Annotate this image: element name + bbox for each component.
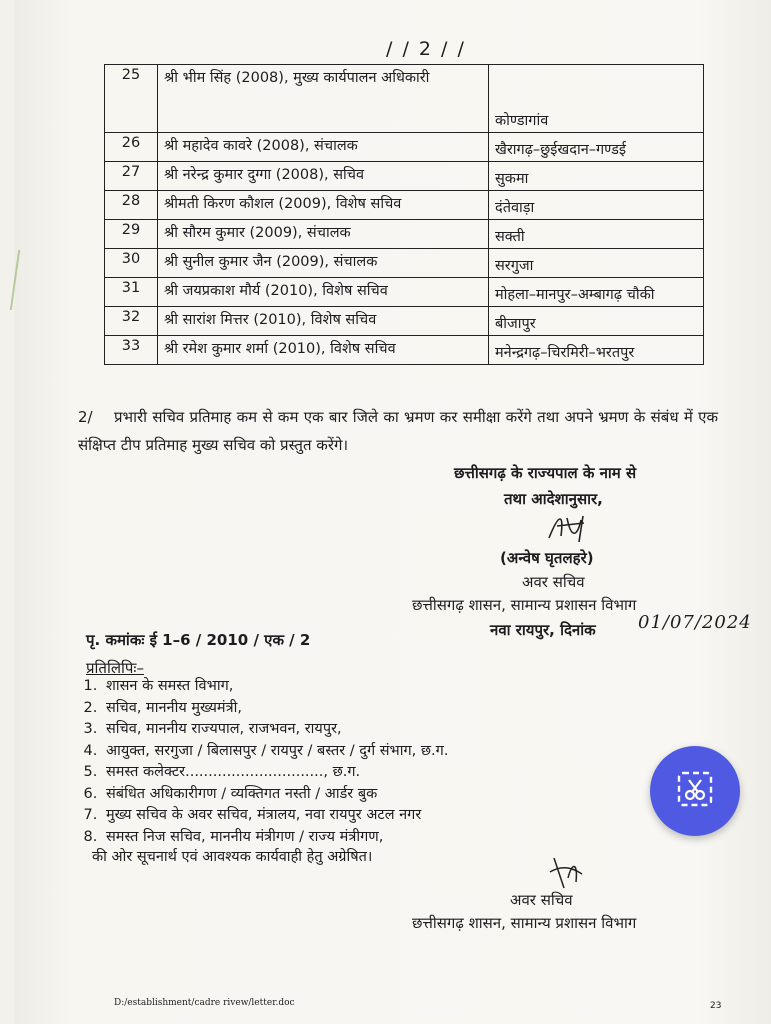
table-row <box>105 162 704 191</box>
signatory2-department: छत्तीसगढ़ शासन, सामान्य प्रशासन विभाग <box>412 914 637 932</box>
district-name: सरगुजा <box>489 249 704 278</box>
place-date-label: नवा रायपुर, दिनांक <box>490 621 596 639</box>
district-name: कोण्डागांव <box>489 65 704 133</box>
page-number: / / 2 / / <box>386 38 466 60</box>
secretary-district-table <box>104 64 704 365</box>
table-row <box>105 249 704 278</box>
paragraph-number: 2/ <box>78 408 93 426</box>
district-name: मनेन्द्रगढ़–चिरमिरी–भरतपुर <box>489 336 704 365</box>
screenshot-scissors-icon <box>673 767 717 815</box>
list-item: 7. मुख्य सचिव के अवर सचिव, मंत्रालय, नवा रायपुर अटल नगर <box>102 805 448 827</box>
signatory2-designation: अवर सचिव <box>510 891 573 909</box>
officer-name: श्री सारांश मित्तर (2010), विशेष सचिव <box>158 307 489 336</box>
screenshot-edit-button[interactable] <box>650 746 740 836</box>
district-name: बीजापुर <box>489 307 704 336</box>
district-name: दंतेवाड़ा <box>489 191 704 220</box>
list-item: 3. सचिव, माननीय राज्यपाल, राजभवन, रायपुर, <box>102 719 448 741</box>
footer-file-path: D:/establishment/cadre rivew/letter.doc <box>114 998 295 1008</box>
officer-name: श्री जयप्रकाश मौर्य (2010), विशेष सचिव <box>158 278 489 307</box>
row-number: 27 <box>105 162 158 191</box>
officer-name: श्री भीम सिंह (2008), मुख्य कार्यपालन अधिकारी <box>158 65 489 133</box>
signatory-department: छत्तीसगढ़ शासन, सामान्य प्रशासन विभाग <box>412 596 637 614</box>
signature-mark <box>539 508 599 552</box>
footer-number: 23 <box>710 1001 722 1011</box>
signatory-name: (अन्वेष घृतलहरे) <box>500 549 594 567</box>
row-number: 26 <box>105 133 158 162</box>
reference-number: पृ. कमांकः ई 1–6 / 2010 / एक / 2 <box>86 631 311 649</box>
paragraph-text: प्रभारी सचिव प्रतिमाह कम से कम एक बार जिले का भ्रमण कर समीक्षा करेंगे तथा अपने भ्रमण के संबंध में एक संक्षिप्त टीप प्रतिमाह मुख्य सचिव को प्रस्तुत करेंगे। <box>78 408 718 454</box>
row-number: 29 <box>105 220 158 249</box>
list-item: 1. शासन के समस्त विभाग, <box>102 676 448 698</box>
page-edge-mark <box>10 250 26 310</box>
officer-name: श्री महादेव कावरे (2008), संचालक <box>158 133 489 162</box>
table-row <box>105 191 704 220</box>
list-item: 4. आयुक्त, सरगुजा / बिलासपुर / रायपुर / बस्तर / दुर्ग संभाग, छ.ग. <box>102 741 448 763</box>
district-name: खैरागढ़–छुईखदान–गण्डई <box>489 133 704 162</box>
officer-name: श्री रमेश कुमार शर्मा (2010), विशेष सचिव <box>158 336 489 365</box>
officer-name: श्री सौरम कुमार (2009), संचालक <box>158 220 489 249</box>
row-number: 33 <box>105 336 158 365</box>
row-number: 32 <box>105 307 158 336</box>
signatory-designation: अवर सचिव <box>522 573 585 591</box>
row-number: 30 <box>105 249 158 278</box>
row-number: 25 <box>105 65 158 133</box>
table-row <box>105 278 704 307</box>
document-page <box>14 0 771 1024</box>
officer-name: श्री सुनील कुमार जैन (2009), संचालक <box>158 249 489 278</box>
list-item: 2. सचिव, माननीय मुख्यमंत्री, <box>102 698 448 720</box>
table-row <box>105 65 704 133</box>
copy-to-label: प्रतिलिपिः– <box>86 659 144 677</box>
district-name: सुकमा <box>489 162 704 191</box>
row-number: 28 <box>105 191 158 220</box>
list-item: 8. समस्त निज सचिव, माननीय मंत्रीगण / राज्य मंत्रीगण, <box>102 827 448 849</box>
instruction-paragraph <box>78 403 718 459</box>
officer-name: श्री नरेन्द्र कुमार दुग्गा (2008), सचिव <box>158 162 489 191</box>
recipient-list <box>86 676 448 848</box>
row-number: 31 <box>105 278 158 307</box>
list-item: 5. समस्त कलेक्टर.............................., छ.ग. <box>102 762 448 784</box>
list-item: 6. संबंधित अधिकारीगण / व्यक्तिगत नस्ती / आर्डर बुक <box>102 784 448 806</box>
table-row <box>105 307 704 336</box>
order-line-1: छत्तीसगढ़ के राज्यपाल के नाम से <box>454 464 637 482</box>
order-line-2: तथा आदेशानुसार, <box>504 490 603 508</box>
handwritten-date: 01/07/2024 <box>638 612 752 633</box>
district-name: मोहला–मानपुर–अम्बागढ़ चौकी <box>489 278 704 307</box>
closing-line: की ओर सूचनार्थ एवं आवश्यक कार्यवाही हेतु अग्रेषित। <box>92 849 373 865</box>
table-row <box>105 133 704 162</box>
officer-name: श्रीमती किरण कौशल (2009), विशेष सचिव <box>158 191 489 220</box>
district-name: सक्ती <box>489 220 704 249</box>
table-row <box>105 336 704 365</box>
table-row <box>105 220 704 249</box>
